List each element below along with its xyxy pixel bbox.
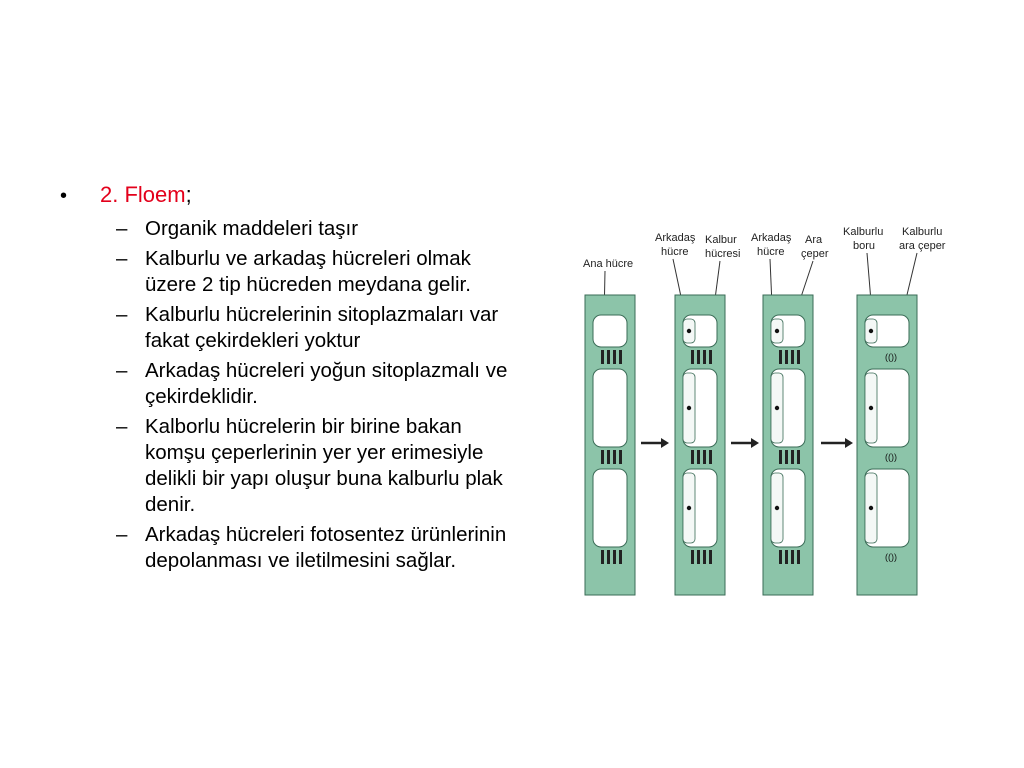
sieve-pore-mark: (()) (885, 552, 897, 562)
dash: – (116, 415, 128, 438)
cell-lumen (593, 315, 627, 347)
nucleus (687, 406, 691, 410)
label-kalburlu-ara-ceper-a: Kalburlu (902, 226, 943, 238)
label-arkadas-hucre-2a: Arkadaş (751, 232, 792, 244)
sieve-plate-bar (691, 450, 694, 464)
sieve-plate-bar (709, 350, 712, 364)
sieve-plate-bar (703, 550, 706, 564)
sieve-plate-bar (613, 350, 616, 364)
sieve-pore-mark: (()) (885, 452, 897, 462)
nucleus (775, 406, 779, 410)
sieve-plate-bar (797, 450, 800, 464)
nucleus (869, 506, 873, 510)
sieve-plate-bar (703, 450, 706, 464)
arrow-3 (821, 438, 853, 448)
dash: – (116, 247, 128, 270)
sieve-plate-bar (785, 550, 788, 564)
sieve-plate-bar (709, 450, 712, 464)
sieve-plate-bar (607, 450, 610, 464)
item-text: Kalburlu ve arkadaş hücreleri olmak üzere 2 tip hücreden meydana gelir. (145, 247, 471, 296)
arrow-2 (731, 438, 759, 448)
sieve-plate-bar (779, 550, 782, 564)
sieve-plate-bar (619, 350, 622, 364)
heading-title: 2. Floem (100, 182, 186, 207)
sieve-pore-mark: (()) (885, 352, 897, 362)
label-arkadas-hucre-1a: Arkadaş (655, 232, 696, 244)
item-text: Kalburlu hücrelerinin sitoplazmaları var fakat çekirdekleri yoktur (145, 303, 499, 352)
nucleus (775, 329, 779, 333)
label-kalburlu-ara-ceper-b: ara çeper (899, 240, 946, 252)
item-text: Arkadaş hücreleri yoğun sitoplazmalı ve çekirdeklidir. (145, 359, 508, 408)
phloem-diagram-svg (575, 215, 955, 605)
label-ara-ceper-b: çeper (801, 248, 829, 260)
nucleus (869, 406, 873, 410)
main-bullet (60, 182, 510, 208)
sieve-plate-bar (607, 550, 610, 564)
item-text: Organik maddeleri taşır (145, 217, 359, 240)
sieve-plate-bar (691, 350, 694, 364)
label-kalbur-hucresi-a: Kalbur (705, 234, 737, 246)
sieve-plate-bar (613, 550, 616, 564)
list-item (116, 246, 510, 298)
label-kalbur-hucresi-b: hücresi (705, 248, 741, 260)
phloem-diagram (575, 215, 955, 605)
heading-suffix: ; (185, 182, 192, 207)
sieve-plate-bar (697, 450, 700, 464)
item-text: Arkadaş hücreleri fotosentez ürünlerinin depolanması ve iletilmesini sağlar. (145, 523, 507, 572)
sub-list (60, 216, 510, 574)
list-item (116, 358, 510, 410)
label-arkadas-hucre-1b: hücre (661, 246, 689, 258)
arrows (641, 438, 853, 448)
label-kalburlu-boru-a: Kalburlu (843, 226, 884, 238)
cell-lumen (593, 469, 627, 547)
sieve-plate-bar (791, 550, 794, 564)
label-ara-ceper-a: Ara (805, 234, 823, 246)
sieve-plate-bar (601, 350, 604, 364)
nucleus (869, 329, 873, 333)
nucleus (775, 506, 779, 510)
list-item (116, 216, 510, 242)
dash: – (116, 217, 128, 240)
nucleus (687, 329, 691, 333)
dash: – (116, 359, 128, 382)
sieve-plate-bar (779, 350, 782, 364)
list-item (116, 414, 510, 518)
sieve-plate-bar (691, 550, 694, 564)
sieve-plate-bar (785, 450, 788, 464)
sieve-plate-bar (697, 550, 700, 564)
dash: – (116, 523, 128, 546)
sieve-plate-bar (791, 450, 794, 464)
label-kalburlu-boru-b: boru (853, 240, 876, 252)
list-item (116, 522, 510, 574)
sieve-plate-bar (613, 450, 616, 464)
sieve-plate-bar (709, 550, 712, 564)
sieve-plate-bar (697, 350, 700, 364)
label-arkadas-hucre-2b: hücre (757, 246, 785, 258)
cell-lumen (593, 369, 627, 447)
sieve-plate-bar (601, 550, 604, 564)
sieve-plate-bar (703, 350, 706, 364)
text-content (60, 182, 510, 578)
sieve-plate-bar (779, 450, 782, 464)
label-ana-hucre: Ana hücre (583, 258, 634, 270)
sieve-plate-bar (619, 550, 622, 564)
sieve-plate-bar (785, 350, 788, 364)
dash: – (116, 303, 128, 326)
item-text: Kalborlu hücrelerin bir birine bakan komşu çeperlerinin yer yer erimesiyle delikli bir yapı oluşur buna kalburlu plak denir. (145, 415, 503, 516)
sieve-plate-bar (791, 350, 794, 364)
bullet-dot: • (60, 185, 68, 207)
sieve-plate-bar (797, 350, 800, 364)
sieve-plate-bar (601, 450, 604, 464)
sieve-plate-bar (797, 550, 800, 564)
sieve-plate-bar (619, 450, 622, 464)
sieve-plate-bar (607, 350, 610, 364)
list-item (116, 302, 510, 354)
arrow-1 (641, 438, 669, 448)
nucleus (687, 506, 691, 510)
